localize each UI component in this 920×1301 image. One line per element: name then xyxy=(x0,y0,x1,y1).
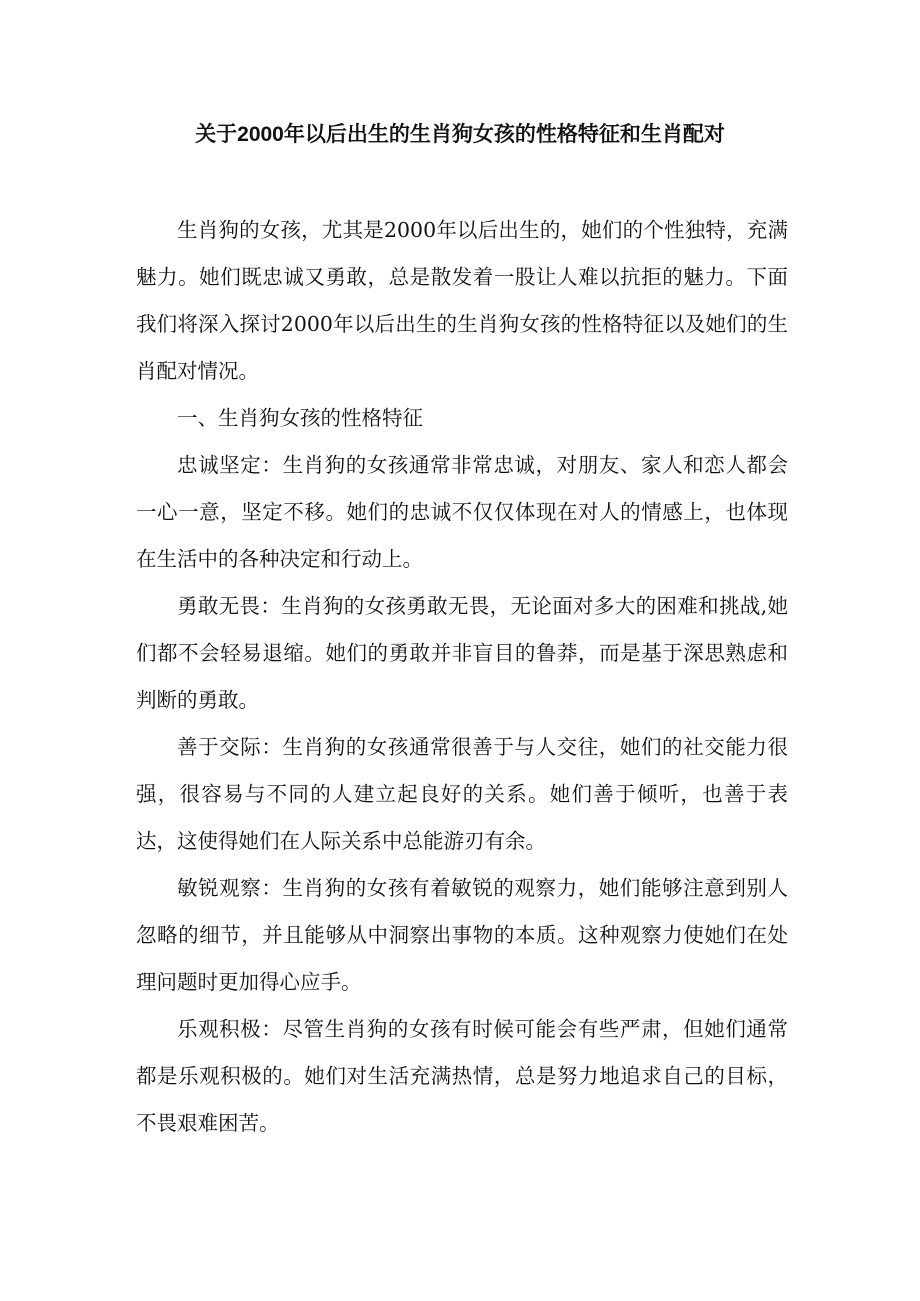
trait-social-paragraph: 善于交际：生肖狗的女孩通常很善于与人交往，她们的社交能力很强，很容易与不同的人建立起良好的关系。她们善于倾听，也善于表达，这使得她们在人际关系中总能游刃有余。 xyxy=(136,735,788,853)
document-title: 关于2000年以后出生的生肖狗女孩的性格特征和生肖配对 xyxy=(195,123,725,146)
intro-paragraph: 生肖狗的女孩，尤其是2000年以后出生的，她们的个性独特，充满魅力。她们既忠诚又勇敢，总是散发着一股让人难以抗拒的魅力。下面我们将深入探讨2000年以后出生的生肖狗女孩的性格特征以及她们的生肖配对情况。 xyxy=(136,218,788,383)
trait-optimism-paragraph: 乐观积极：尽管生肖狗的女孩有时候可能会有些严肃，但她们通常都是乐观积极的。她们对生活充满热情，总是努力地追求自己的目标，不畏艰难困苦。 xyxy=(136,1017,788,1135)
trait-loyalty-paragraph: 忠诚坚定：生肖狗的女孩通常非常忠诚，对朋友、家人和恋人都会一心一意，坚定不移。她们的忠诚不仅仅体现在对人的情感上，也体现在生活中的各种决定和行动上。 xyxy=(136,453,788,571)
trait-observation-paragraph: 敏锐观察：生肖狗的女孩有着敏锐的观察力，她们能够注意到别人忽略的细节，并且能够从中洞察出事物的本质。这种观察力使她们在处理问题时更加得心应手。 xyxy=(136,876,788,994)
trait-bravery-paragraph: 勇敢无畏：生肖狗的女孩勇敢无畏，无论面对多大的困难和挑战,她们都不会轻易退缩。她们的勇敢并非盲目的鲁莽，而是基于深思熟虑和判断的勇敢。 xyxy=(136,594,788,712)
section-heading: 一、生肖狗女孩的性格特征 xyxy=(177,406,423,430)
document-body xyxy=(136,207,788,1147)
